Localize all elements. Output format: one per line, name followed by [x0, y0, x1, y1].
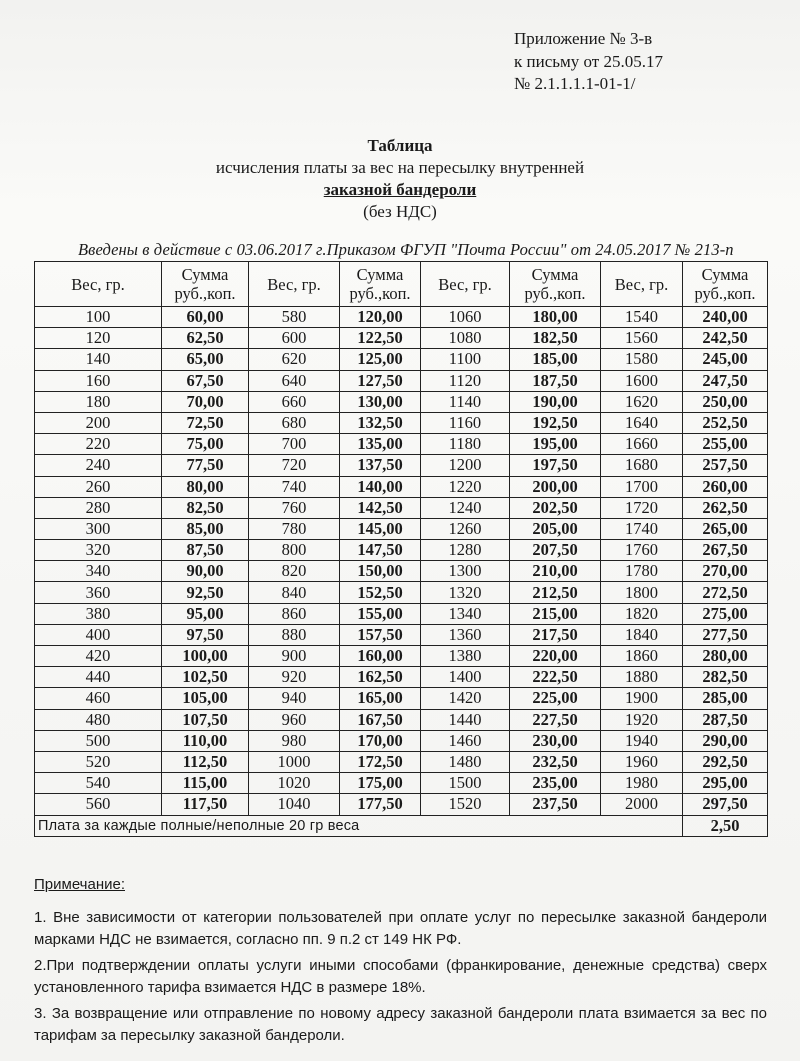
weight-cell: 200 — [35, 412, 162, 433]
sum-cell: 165,00 — [340, 688, 421, 709]
weight-cell: 560 — [35, 794, 162, 815]
weight-cell: 1360 — [421, 624, 510, 645]
table-row — [35, 688, 768, 709]
sum-cell: 105,00 — [162, 688, 249, 709]
weight-cell: 680 — [249, 412, 340, 433]
sum-cell: 102,50 — [162, 667, 249, 688]
table-row — [35, 307, 768, 328]
sum-cell: 272,50 — [683, 582, 768, 603]
sum-cell: 222,50 — [510, 667, 601, 688]
sum-cell: 145,00 — [340, 518, 421, 539]
weight-cell: 1500 — [421, 773, 510, 794]
sum-cell: 90,00 — [162, 561, 249, 582]
weight-cell: 1040 — [249, 794, 340, 815]
weight-cell: 1480 — [421, 751, 510, 772]
weight-cell: 440 — [35, 667, 162, 688]
weight-cell: 1860 — [601, 646, 683, 667]
sum-cell: 187,50 — [510, 370, 601, 391]
sum-cell: 192,50 — [510, 412, 601, 433]
weight-cell: 1200 — [421, 455, 510, 476]
sum-cell: 182,50 — [510, 328, 601, 349]
weight-cell: 1960 — [601, 751, 683, 772]
title-item-type: заказной бандероли — [323, 180, 477, 199]
table-row — [35, 518, 768, 539]
sum-cell: 262,50 — [683, 497, 768, 518]
weight-cell: 600 — [249, 328, 340, 349]
weight-cell: 280 — [35, 497, 162, 518]
sum-cell: 155,00 — [340, 603, 421, 624]
weight-cell: 920 — [249, 667, 340, 688]
footer-label: Плата за каждые полные/неполные 20 гр веса — [35, 815, 683, 836]
weight-cell: 380 — [35, 603, 162, 624]
weight-cell: 1640 — [601, 412, 683, 433]
table-row — [35, 434, 768, 455]
sum-cell: 247,50 — [683, 370, 768, 391]
sum-cell: 195,00 — [510, 434, 601, 455]
sum-cell: 75,00 — [162, 434, 249, 455]
table-row — [35, 455, 768, 476]
weight-cell: 1420 — [421, 688, 510, 709]
weight-cell: 1620 — [601, 391, 683, 412]
weight-cell: 780 — [249, 518, 340, 539]
sum-cell: 152,50 — [340, 582, 421, 603]
document-title — [0, 135, 800, 223]
weight-cell: 800 — [249, 540, 340, 561]
weight-cell: 880 — [249, 624, 340, 645]
weight-cell: 2000 — [601, 794, 683, 815]
table-row — [35, 349, 768, 370]
sum-cell: 147,50 — [340, 540, 421, 561]
weight-cell: 1220 — [421, 476, 510, 497]
weight-cell: 700 — [249, 434, 340, 455]
weight-cell: 1760 — [601, 540, 683, 561]
sum-cell: 297,50 — [683, 794, 768, 815]
sum-cell: 65,00 — [162, 349, 249, 370]
sum-cell: 112,50 — [162, 751, 249, 772]
weight-cell: 1840 — [601, 624, 683, 645]
weight-cell: 740 — [249, 476, 340, 497]
table-row — [35, 540, 768, 561]
notes-section — [34, 874, 767, 1051]
sum-cell: 62,50 — [162, 328, 249, 349]
table-row — [35, 370, 768, 391]
table-row — [35, 603, 768, 624]
note-item: 2.При подтверждении оплаты услуги иными способами (франкирование, денежные средства) сверх установленного тарифа взимается НДС в размере 18%. — [34, 957, 767, 996]
header-sum-line2: руб.,коп. — [174, 284, 236, 303]
sum-cell: 260,00 — [683, 476, 768, 497]
weight-cell: 720 — [249, 455, 340, 476]
weight-cell: 340 — [35, 561, 162, 582]
sum-cell: 207,50 — [510, 540, 601, 561]
sum-cell: 230,00 — [510, 730, 601, 751]
sum-cell: 267,50 — [683, 540, 768, 561]
note-item: 3. За возвращение или отправление по новому адресу заказной бандероли плата взимается за вес по тарифам за пересылку заказной бандероли. — [34, 1005, 767, 1044]
sum-cell: 107,50 — [162, 709, 249, 730]
sum-cell: 265,00 — [683, 518, 768, 539]
sum-cell: 100,00 — [162, 646, 249, 667]
sum-cell: 180,00 — [510, 307, 601, 328]
sum-cell: 205,00 — [510, 518, 601, 539]
sum-cell: 122,50 — [340, 328, 421, 349]
weight-cell: 1680 — [601, 455, 683, 476]
attachment-reference — [514, 28, 663, 96]
sum-cell: 257,50 — [683, 455, 768, 476]
weight-cell: 620 — [249, 349, 340, 370]
weight-cell: 1460 — [421, 730, 510, 751]
weight-cell: 460 — [35, 688, 162, 709]
header-sum-line1: Сумма — [181, 265, 229, 284]
weight-cell: 1260 — [421, 518, 510, 539]
sum-cell: 60,00 — [162, 307, 249, 328]
weight-cell: 500 — [35, 730, 162, 751]
sum-cell: 97,50 — [162, 624, 249, 645]
header-sum-line1: Сумма — [356, 265, 404, 284]
sum-cell: 280,00 — [683, 646, 768, 667]
sum-cell: 170,00 — [340, 730, 421, 751]
weight-cell: 160 — [35, 370, 162, 391]
sum-cell: 217,50 — [510, 624, 601, 645]
weight-cell: 420 — [35, 646, 162, 667]
weight-cell: 1320 — [421, 582, 510, 603]
sum-cell: 125,00 — [340, 349, 421, 370]
sum-cell: 292,50 — [683, 751, 768, 772]
attachment-letter-number: № 2.1.1.1.1-01-1/ — [514, 74, 636, 93]
sum-cell: 175,00 — [340, 773, 421, 794]
weight-cell: 220 — [35, 434, 162, 455]
table-row — [35, 667, 768, 688]
table-row — [35, 730, 768, 751]
sum-cell: 120,00 — [340, 307, 421, 328]
table-row — [35, 646, 768, 667]
header-weight: Вес, гр. — [249, 262, 340, 307]
table-row — [35, 561, 768, 582]
table-row — [35, 751, 768, 772]
sum-cell: 82,50 — [162, 497, 249, 518]
weight-cell: 1400 — [421, 667, 510, 688]
weight-cell: 240 — [35, 455, 162, 476]
sum-cell: 287,50 — [683, 709, 768, 730]
weight-cell: 760 — [249, 497, 340, 518]
weight-cell: 320 — [35, 540, 162, 561]
sum-cell: 70,00 — [162, 391, 249, 412]
sum-cell: 200,00 — [510, 476, 601, 497]
weight-cell: 140 — [35, 349, 162, 370]
weight-cell: 1920 — [601, 709, 683, 730]
weight-cell: 1740 — [601, 518, 683, 539]
weight-cell: 1160 — [421, 412, 510, 433]
table-row — [35, 391, 768, 412]
header-weight: Вес, гр. — [35, 262, 162, 307]
sum-cell: 72,50 — [162, 412, 249, 433]
sum-cell: 242,50 — [683, 328, 768, 349]
table-header-row — [35, 262, 768, 307]
weight-cell: 1700 — [601, 476, 683, 497]
weight-cell: 840 — [249, 582, 340, 603]
sum-cell: 215,00 — [510, 603, 601, 624]
sum-cell: 80,00 — [162, 476, 249, 497]
tariff-table — [34, 261, 768, 837]
weight-cell: 1980 — [601, 773, 683, 794]
title-vat-note: (без НДС) — [363, 202, 437, 221]
weight-cell: 1140 — [421, 391, 510, 412]
sum-cell: 135,00 — [340, 434, 421, 455]
weight-cell: 540 — [35, 773, 162, 794]
table-row — [35, 794, 768, 815]
header-sum-line1: Сумма — [531, 265, 579, 284]
header-sum — [510, 262, 601, 307]
weight-cell: 1600 — [601, 370, 683, 391]
weight-cell: 1560 — [601, 328, 683, 349]
weight-cell: 1000 — [249, 751, 340, 772]
weight-cell: 1300 — [421, 561, 510, 582]
header-sum-line2: руб.,коп. — [694, 284, 756, 303]
sum-cell: 85,00 — [162, 518, 249, 539]
sum-cell: 137,50 — [340, 455, 421, 476]
table-footer-row — [35, 815, 768, 836]
sum-cell: 92,50 — [162, 582, 249, 603]
weight-cell: 1820 — [601, 603, 683, 624]
sum-cell: 190,00 — [510, 391, 601, 412]
table-row — [35, 582, 768, 603]
table-row — [35, 624, 768, 645]
sum-cell: 177,50 — [340, 794, 421, 815]
weight-cell: 1800 — [601, 582, 683, 603]
sum-cell: 232,50 — [510, 751, 601, 772]
sum-cell: 130,00 — [340, 391, 421, 412]
sum-cell: 142,50 — [340, 497, 421, 518]
weight-cell: 1100 — [421, 349, 510, 370]
weight-cell: 960 — [249, 709, 340, 730]
weight-cell: 1580 — [601, 349, 683, 370]
table-row — [35, 476, 768, 497]
weight-cell: 400 — [35, 624, 162, 645]
attachment-number: Приложение № 3-в — [514, 29, 653, 48]
effective-date-note: Введены в действие с 03.06.2017 г.Приказом ФГУП "Почта России" от 24.05.2017 № 213-п — [78, 240, 734, 259]
sum-cell: 245,00 — [683, 349, 768, 370]
attachment-letter-date: к письму от 25.05.17 — [514, 51, 663, 71]
sum-cell: 95,00 — [162, 603, 249, 624]
weight-cell: 1540 — [601, 307, 683, 328]
weight-cell: 1080 — [421, 328, 510, 349]
weight-cell: 1440 — [421, 709, 510, 730]
sum-cell: 212,50 — [510, 582, 601, 603]
sum-cell: 210,00 — [510, 561, 601, 582]
weight-cell: 640 — [249, 370, 340, 391]
weight-cell: 900 — [249, 646, 340, 667]
weight-cell: 1180 — [421, 434, 510, 455]
weight-cell: 1880 — [601, 667, 683, 688]
sum-cell: 235,00 — [510, 773, 601, 794]
sum-cell: 67,50 — [162, 370, 249, 391]
table-row — [35, 497, 768, 518]
weight-cell: 1720 — [601, 497, 683, 518]
sum-cell: 162,50 — [340, 667, 421, 688]
sum-cell: 132,50 — [340, 412, 421, 433]
weight-cell: 480 — [35, 709, 162, 730]
weight-cell: 940 — [249, 688, 340, 709]
sum-cell: 150,00 — [340, 561, 421, 582]
sum-cell: 290,00 — [683, 730, 768, 751]
table-row — [35, 412, 768, 433]
notes-heading: Примечание: — [34, 876, 125, 893]
weight-cell: 360 — [35, 582, 162, 603]
header-sum-line2: руб.,коп. — [524, 284, 586, 303]
header-sum — [683, 262, 768, 307]
sum-cell: 197,50 — [510, 455, 601, 476]
sum-cell: 127,50 — [340, 370, 421, 391]
sum-cell: 250,00 — [683, 391, 768, 412]
sum-cell: 255,00 — [683, 434, 768, 455]
sum-cell: 202,50 — [510, 497, 601, 518]
note-item: 1. Вне зависимости от категории пользователей при оплате услуг по пересылке заказной бандероли марками НДС не взимается, согласно пп. 9 п.2 ст 149 НК РФ. — [34, 909, 767, 948]
header-sum — [340, 262, 421, 307]
weight-cell: 1900 — [601, 688, 683, 709]
sum-cell: 275,00 — [683, 603, 768, 624]
sum-cell: 185,00 — [510, 349, 601, 370]
header-weight: Вес, гр. — [421, 262, 510, 307]
sum-cell: 277,50 — [683, 624, 768, 645]
weight-cell: 1780 — [601, 561, 683, 582]
sum-cell: 167,50 — [340, 709, 421, 730]
sum-cell: 240,00 — [683, 307, 768, 328]
header-weight: Вес, гр. — [601, 262, 683, 307]
weight-cell: 1280 — [421, 540, 510, 561]
title-subheading: исчисления платы за вес на пересылку внутренней — [215, 158, 585, 177]
sum-cell: 227,50 — [510, 709, 601, 730]
weight-cell: 660 — [249, 391, 340, 412]
sum-cell: 295,00 — [683, 773, 768, 794]
table-row — [35, 773, 768, 794]
table-row — [35, 709, 768, 730]
weight-cell: 820 — [249, 561, 340, 582]
weight-cell: 260 — [35, 476, 162, 497]
sum-cell: 252,50 — [683, 412, 768, 433]
weight-cell: 120 — [35, 328, 162, 349]
sum-cell: 285,00 — [683, 688, 768, 709]
header-sum-line2: руб.,коп. — [349, 284, 411, 303]
sum-cell: 225,00 — [510, 688, 601, 709]
weight-cell: 1380 — [421, 646, 510, 667]
weight-cell: 860 — [249, 603, 340, 624]
weight-cell: 300 — [35, 518, 162, 539]
weight-cell: 1940 — [601, 730, 683, 751]
sum-cell: 77,50 — [162, 455, 249, 476]
footer-value: 2,50 — [683, 815, 768, 836]
weight-cell: 1240 — [421, 497, 510, 518]
weight-cell: 1120 — [421, 370, 510, 391]
sum-cell: 157,50 — [340, 624, 421, 645]
weight-cell: 1520 — [421, 794, 510, 815]
weight-cell: 1020 — [249, 773, 340, 794]
header-sum-line1: Сумма — [701, 265, 749, 284]
sum-cell: 160,00 — [340, 646, 421, 667]
weight-cell: 1060 — [421, 307, 510, 328]
sum-cell: 87,50 — [162, 540, 249, 561]
header-sum — [162, 262, 249, 307]
weight-cell: 1340 — [421, 603, 510, 624]
sum-cell: 237,50 — [510, 794, 601, 815]
sum-cell: 140,00 — [340, 476, 421, 497]
weight-cell: 980 — [249, 730, 340, 751]
weight-cell: 100 — [35, 307, 162, 328]
weight-cell: 1660 — [601, 434, 683, 455]
sum-cell: 115,00 — [162, 773, 249, 794]
sum-cell: 270,00 — [683, 561, 768, 582]
sum-cell: 220,00 — [510, 646, 601, 667]
weight-cell: 520 — [35, 751, 162, 772]
weight-cell: 180 — [35, 391, 162, 412]
sum-cell: 110,00 — [162, 730, 249, 751]
weight-cell: 580 — [249, 307, 340, 328]
sum-cell: 117,50 — [162, 794, 249, 815]
table-row — [35, 328, 768, 349]
sum-cell: 172,50 — [340, 751, 421, 772]
sum-cell: 282,50 — [683, 667, 768, 688]
title-heading: Таблица — [367, 136, 433, 155]
